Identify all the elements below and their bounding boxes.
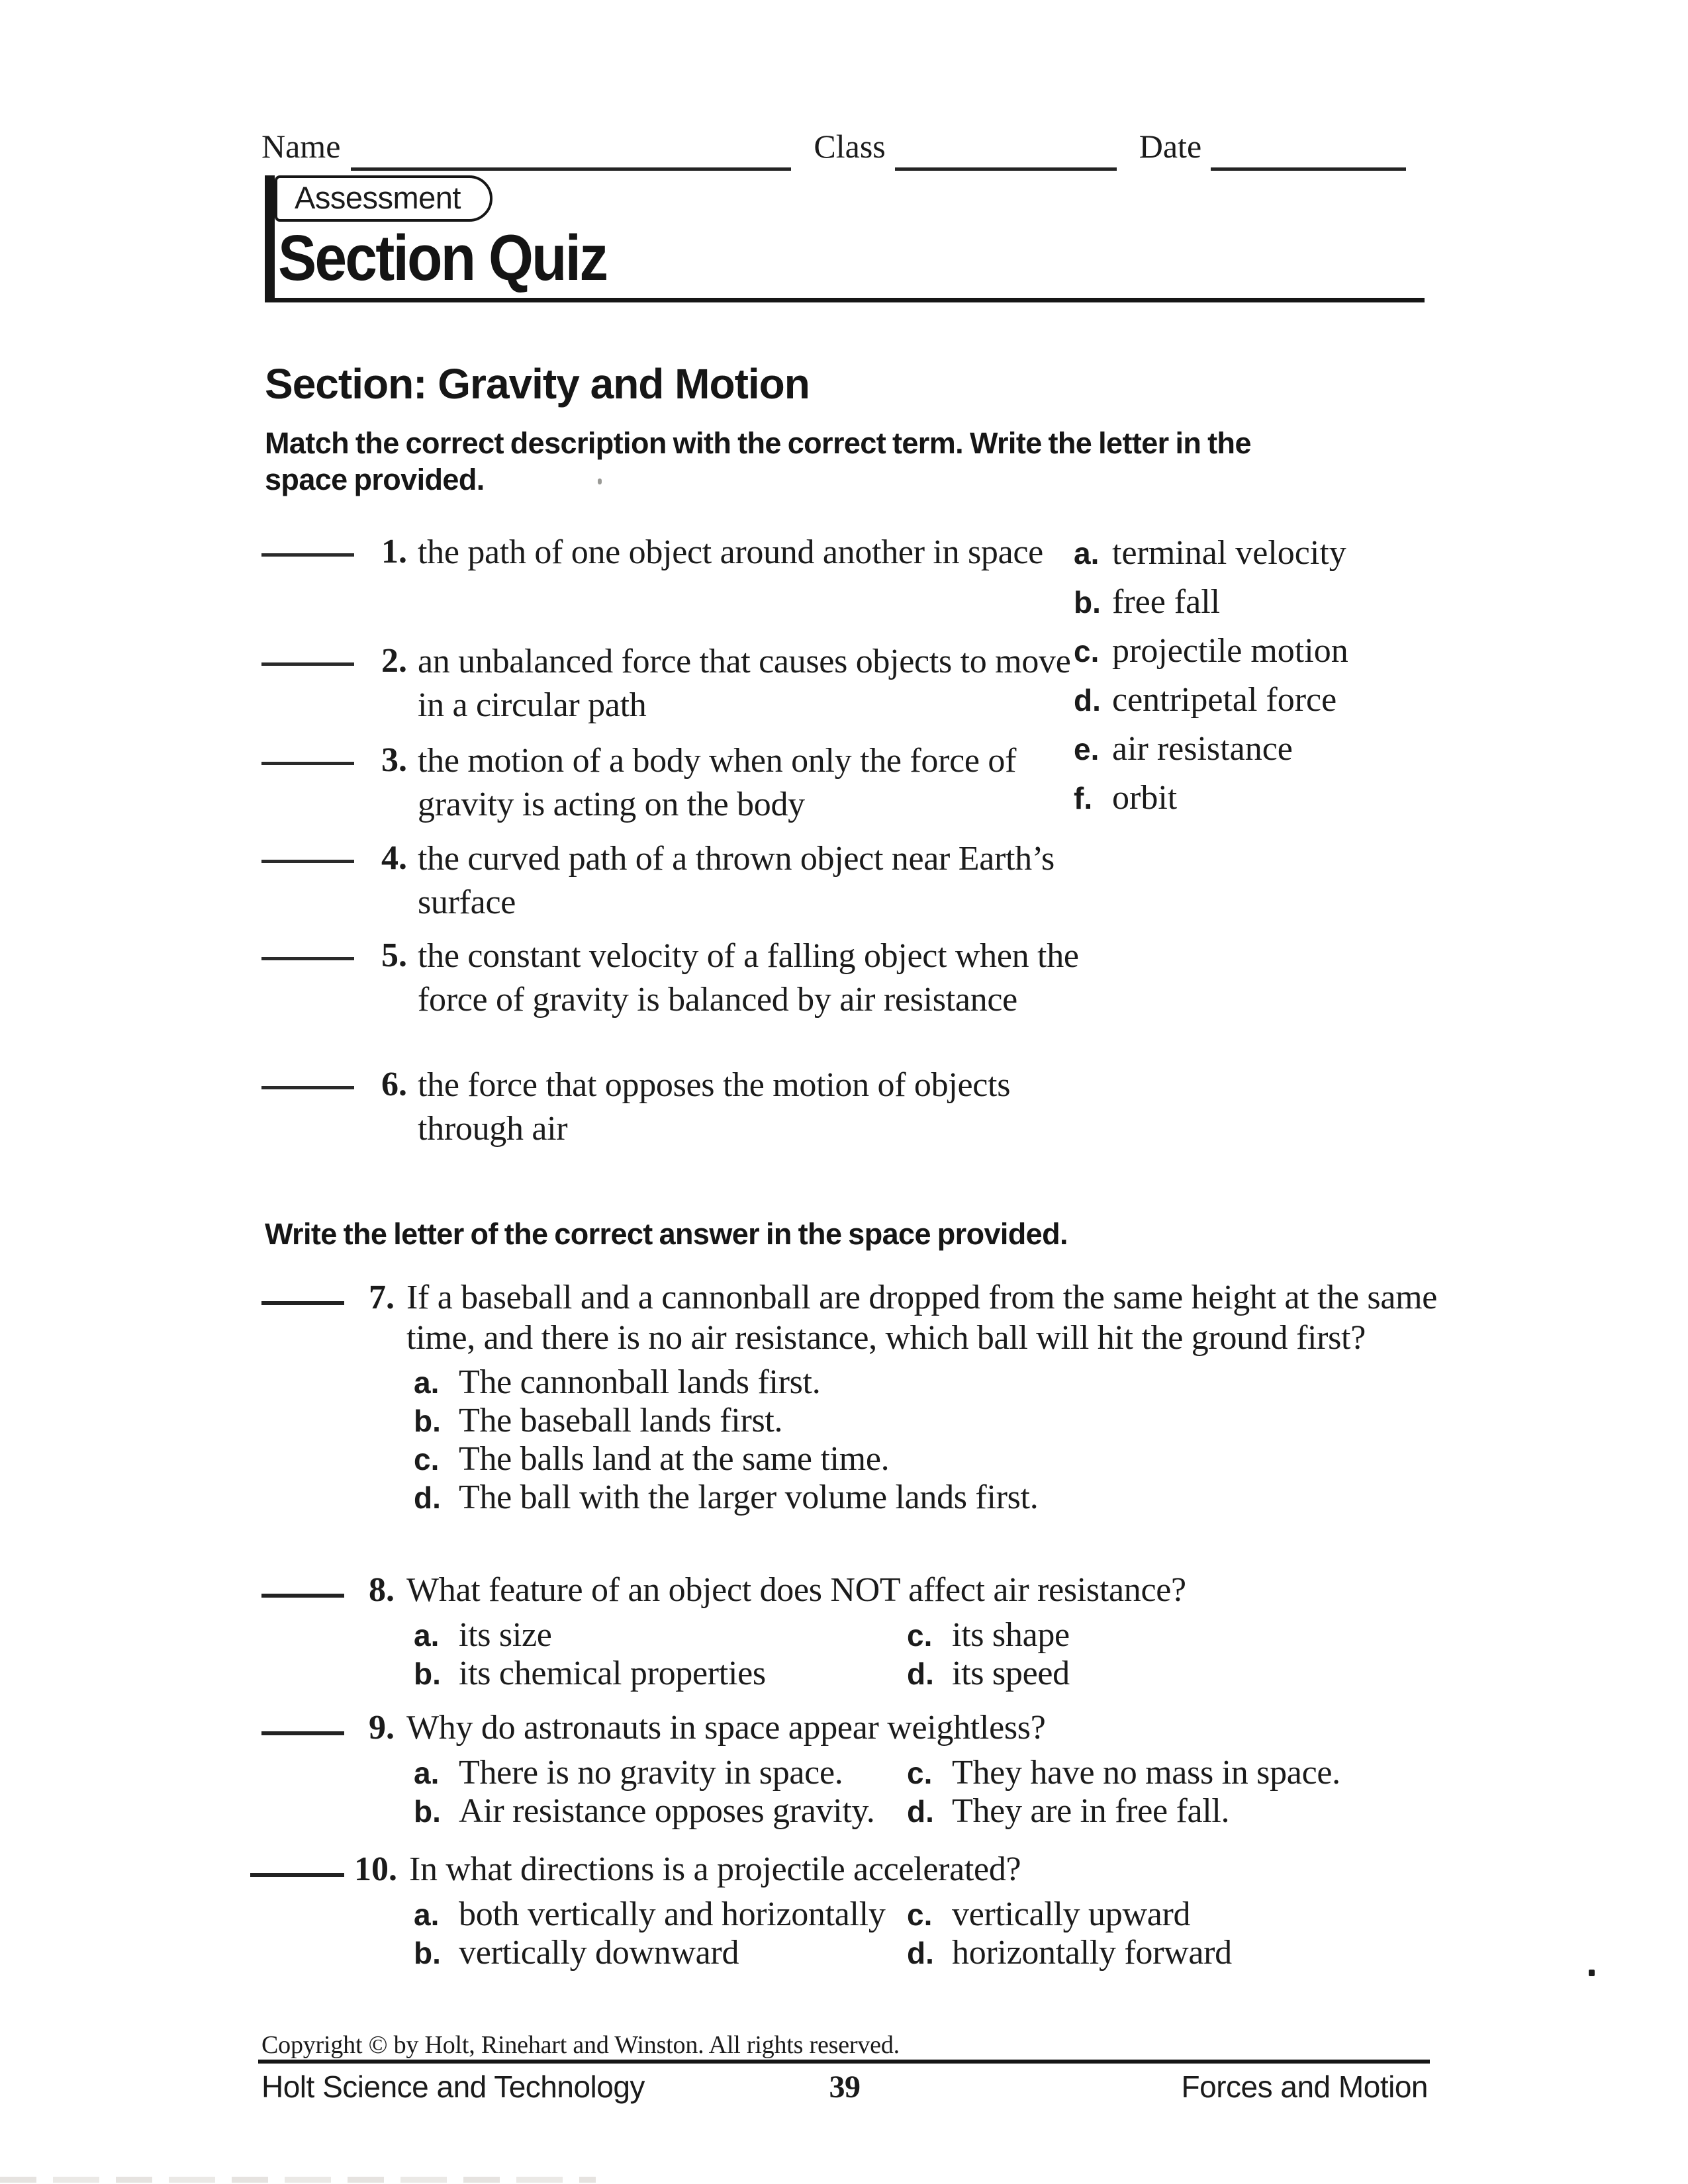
option-d xyxy=(414,1479,1472,1517)
term-letter: e. xyxy=(1074,732,1100,766)
item-text: the path of one object around another in space xyxy=(418,533,1043,571)
option-list xyxy=(414,1363,1472,1517)
option-grid xyxy=(414,1616,1472,1693)
answer-blank xyxy=(261,837,354,863)
scan-edge-artifact xyxy=(0,2177,596,2183)
answer-blank xyxy=(261,934,354,960)
option-text: There is no gravity in space. xyxy=(459,1754,843,1792)
scan-speck-artifact xyxy=(598,478,602,484)
term-text: terminal velocity xyxy=(1112,534,1346,572)
term-text: orbit xyxy=(1112,779,1178,817)
option-letter: a. xyxy=(414,1365,440,1400)
option-text: They are in free fall. xyxy=(952,1792,1230,1830)
question-text: Why do astronauts in space appear weightless? xyxy=(406,1709,1046,1747)
option-grid xyxy=(414,1754,1472,1831)
option-text: vertically downward xyxy=(459,1934,739,1972)
term-f xyxy=(1074,778,1177,817)
option-text: its size xyxy=(459,1616,552,1654)
scan-dot-artifact xyxy=(1589,1970,1595,1976)
question-7 xyxy=(261,1277,1472,1517)
matching-item-3 xyxy=(261,739,1080,827)
answer-blank xyxy=(261,1277,344,1305)
option-d xyxy=(907,1934,1475,1972)
term-text: projectile motion xyxy=(1112,632,1348,670)
answer-blank xyxy=(250,1849,344,1877)
option-c xyxy=(414,1440,1472,1479)
option-text: They have no mass in space. xyxy=(952,1754,1340,1792)
item-text: an unbalanced force that causes objects to move in a circular path xyxy=(418,643,1071,724)
option-letter: d. xyxy=(414,1480,441,1515)
option-text: its speed xyxy=(952,1655,1070,1692)
term-letter: a. xyxy=(1074,536,1100,570)
option-c xyxy=(907,1754,1472,1792)
option-letter: a. xyxy=(414,1618,440,1653)
option-letter: b. xyxy=(414,1794,441,1829)
term-a xyxy=(1074,533,1346,572)
footer-book-title: Forces and Motion xyxy=(1181,2070,1428,2104)
answer-blank xyxy=(261,1707,344,1735)
question-number: 7. xyxy=(369,1279,395,1316)
item-text: the curved path of a thrown object near Earth’s surface xyxy=(418,840,1055,921)
item-text: the motion of a body when only the force of gravity is acting on the body xyxy=(418,742,1017,823)
assessment-tab-label: Assessment xyxy=(295,179,461,215)
answer-blank xyxy=(261,640,354,666)
date-label: Date xyxy=(1139,128,1202,165)
answer-blank xyxy=(261,739,354,765)
answer-blank xyxy=(261,1570,344,1598)
question-text: In what directions is a projectile accelerated? xyxy=(409,1850,1021,1888)
footer-publisher: Holt Science and Technology xyxy=(261,2070,645,2104)
option-letter: b. xyxy=(414,1657,441,1691)
title-banner xyxy=(265,175,1425,302)
item-number: 1. xyxy=(381,533,407,570)
term-b xyxy=(1074,582,1220,621)
option-b xyxy=(414,1934,907,1972)
option-d xyxy=(907,1792,1472,1831)
matching-item-4 xyxy=(261,837,1080,925)
option-letter: a. xyxy=(414,1756,440,1790)
option-letter: c. xyxy=(907,1897,933,1932)
copyright-line: Copyright © by Holt, Rinehart and Winston. All rights reserved. xyxy=(261,2031,900,2059)
item-number: 4. xyxy=(381,839,407,877)
term-letter: c. xyxy=(1074,634,1100,668)
matching-item-2 xyxy=(261,640,1080,727)
name-blank-line xyxy=(351,159,791,171)
option-a xyxy=(414,1616,907,1655)
term-text: free fall xyxy=(1112,583,1221,621)
option-letter: d. xyxy=(907,1936,934,1970)
option-letter: c. xyxy=(907,1756,933,1790)
question-10 xyxy=(261,1849,1475,1972)
option-text: The ball with the larger volume lands first. xyxy=(459,1479,1039,1516)
option-letter: c. xyxy=(907,1618,933,1653)
option-c xyxy=(907,1616,1472,1655)
term-text: centripetal force xyxy=(1112,681,1337,719)
footer-rule xyxy=(258,2060,1430,2064)
option-letter: b. xyxy=(414,1936,441,1970)
option-text: horizontally forward xyxy=(952,1934,1232,1972)
option-a xyxy=(414,1363,1472,1402)
term-c xyxy=(1074,631,1348,670)
option-letter: d. xyxy=(907,1794,934,1829)
answer-blank xyxy=(261,531,354,557)
answer-blank xyxy=(261,1064,354,1089)
option-text: The cannonball lands first. xyxy=(459,1363,821,1401)
term-text: air resistance xyxy=(1112,730,1293,768)
term-letter: f. xyxy=(1074,781,1093,815)
matching-instruction: Match the correct description with the correct term. Write the letter in the space provided. xyxy=(265,426,1251,496)
option-a xyxy=(414,1754,907,1792)
question-8 xyxy=(261,1570,1472,1693)
banner-vertical-bar xyxy=(265,175,275,302)
option-text: both vertically and horizontally xyxy=(459,1895,886,1933)
term-e xyxy=(1074,729,1293,768)
matching-item-6 xyxy=(261,1064,1080,1151)
option-text: vertically upward xyxy=(952,1895,1191,1933)
question-number: 10. xyxy=(354,1850,397,1888)
date-blank-line xyxy=(1211,159,1406,171)
assessment-tab xyxy=(275,175,492,222)
option-text: its shape xyxy=(952,1616,1070,1654)
option-text: Air resistance opposes gravity. xyxy=(459,1792,875,1830)
term-letter: b. xyxy=(1074,585,1101,619)
option-b xyxy=(414,1402,1472,1440)
option-grid xyxy=(414,1895,1475,1972)
matching-item-1 xyxy=(261,531,1080,574)
option-a xyxy=(414,1895,907,1934)
option-d xyxy=(907,1655,1472,1693)
item-number: 5. xyxy=(381,936,407,974)
mc-instruction: Write the letter of the correct answer in the space provided. xyxy=(265,1217,1068,1251)
option-b xyxy=(414,1792,907,1831)
banner-rule xyxy=(265,298,1425,302)
question-number: 9. xyxy=(369,1709,395,1747)
option-text: its chemical properties xyxy=(459,1655,766,1692)
term-d xyxy=(1074,680,1336,719)
header-fill-in-row xyxy=(261,127,1430,165)
footer-page-number: 39 xyxy=(829,2070,861,2105)
item-number: 2. xyxy=(381,642,407,680)
class-label: Class xyxy=(814,128,886,165)
option-letter: d. xyxy=(907,1657,934,1691)
question-9 xyxy=(261,1707,1472,1831)
item-number: 3. xyxy=(381,741,407,779)
class-blank-line xyxy=(895,159,1117,171)
section-heading: Section: Gravity and Motion xyxy=(265,360,810,408)
option-letter: a. xyxy=(414,1897,440,1932)
question-text: What feature of an object does NOT affect air resistance? xyxy=(406,1571,1186,1609)
option-text: The baseball lands first. xyxy=(459,1402,783,1439)
option-letter: b. xyxy=(414,1404,441,1438)
footer-row xyxy=(261,2069,1428,2105)
option-text: The balls land at the same time. xyxy=(459,1440,890,1478)
item-text: the force that opposes the motion of objects through air xyxy=(418,1066,1011,1148)
matching-item-5 xyxy=(261,934,1080,1022)
option-b xyxy=(414,1655,907,1693)
option-letter: c. xyxy=(414,1442,440,1477)
question-number: 8. xyxy=(369,1571,395,1609)
page-title: Section Quiz xyxy=(278,222,607,294)
item-number: 6. xyxy=(381,1066,407,1103)
term-letter: d. xyxy=(1074,683,1101,717)
item-text: the constant velocity of a falling object when the force of gravity is balanced by air resistance xyxy=(418,937,1079,1019)
option-c xyxy=(907,1895,1475,1934)
question-text: If a baseball and a cannonball are dropped from the same height at the same time, and there is no air resistance, which ball will hit the ground first? xyxy=(406,1279,1438,1357)
name-label: Name xyxy=(261,128,341,165)
